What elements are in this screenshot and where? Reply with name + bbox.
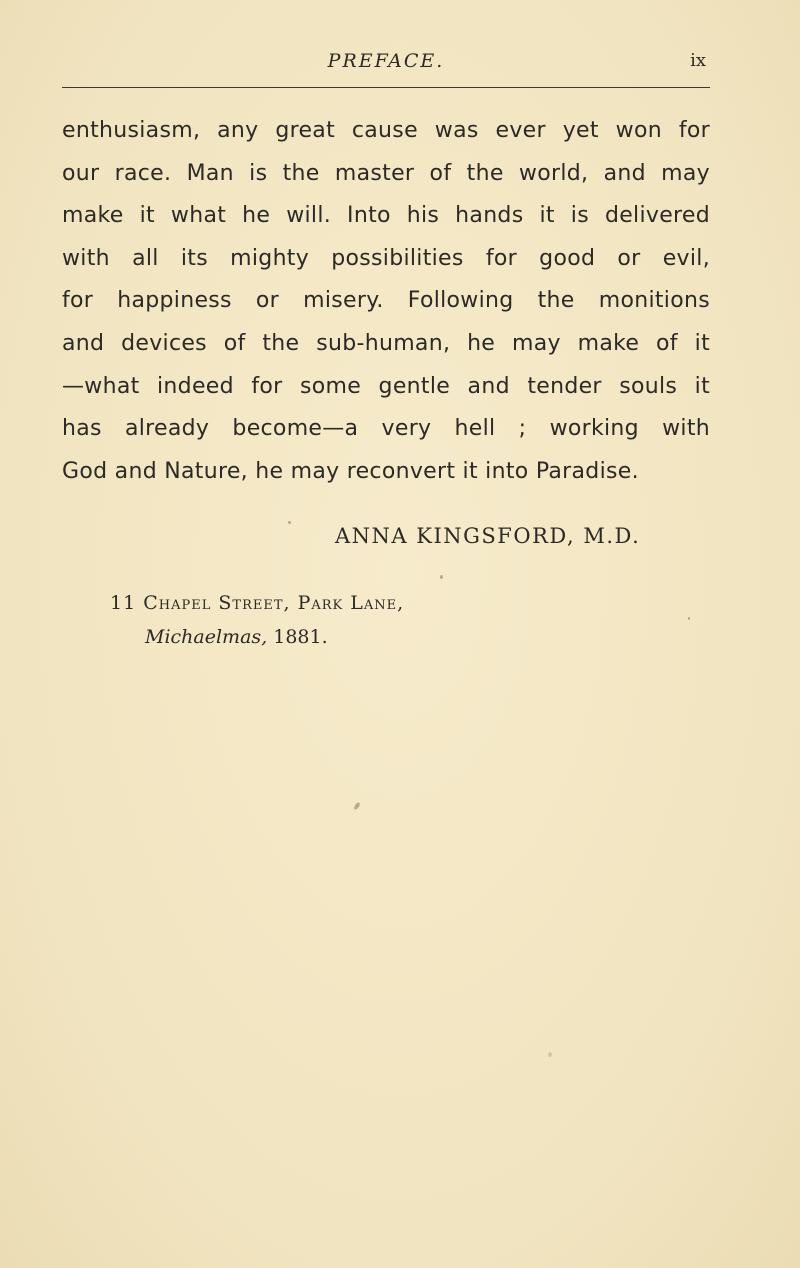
page-title: PREFACE.: [327, 50, 445, 72]
dateline-place: Michaelmas,: [145, 626, 268, 648]
paper-speck: [288, 521, 291, 524]
author-signature: ANNA KINGSFORD, M.D.: [335, 524, 641, 548]
text-line: God and Nature, he may reconvert it into Paradise.: [62, 458, 639, 484]
paper-speck: [353, 802, 361, 811]
header-rule: [62, 87, 710, 88]
text-line: for happiness or misery. Following the monitions: [62, 288, 710, 314]
paper-speck: [688, 617, 690, 620]
text-line: —what indeed for some gentle and tender souls it: [62, 373, 710, 399]
dateline-year: 1881.: [273, 626, 328, 648]
text-line: enthusiasm, any great cause was ever yet won for: [62, 118, 710, 143]
paper-speck: [548, 1052, 552, 1057]
text-line: make it what he will. Into his hands it is delivered: [62, 203, 710, 229]
text-line: our race. Man is the master of the world, and may: [62, 160, 710, 186]
running-head: [62, 50, 710, 80]
dateline: [145, 626, 328, 648]
body-paragraph: [62, 110, 710, 493]
page-number: ix: [690, 50, 706, 71]
text-line: and devices of the sub-human, he may make of it: [62, 330, 710, 356]
text-line: with all its mighty possibilities for good or evil,: [62, 245, 710, 271]
text-line: has already become—a very hell ; working with: [62, 416, 710, 442]
paper-speck: [440, 575, 443, 579]
address-line: 11 Chapel Street, Park Lane,: [110, 592, 405, 614]
